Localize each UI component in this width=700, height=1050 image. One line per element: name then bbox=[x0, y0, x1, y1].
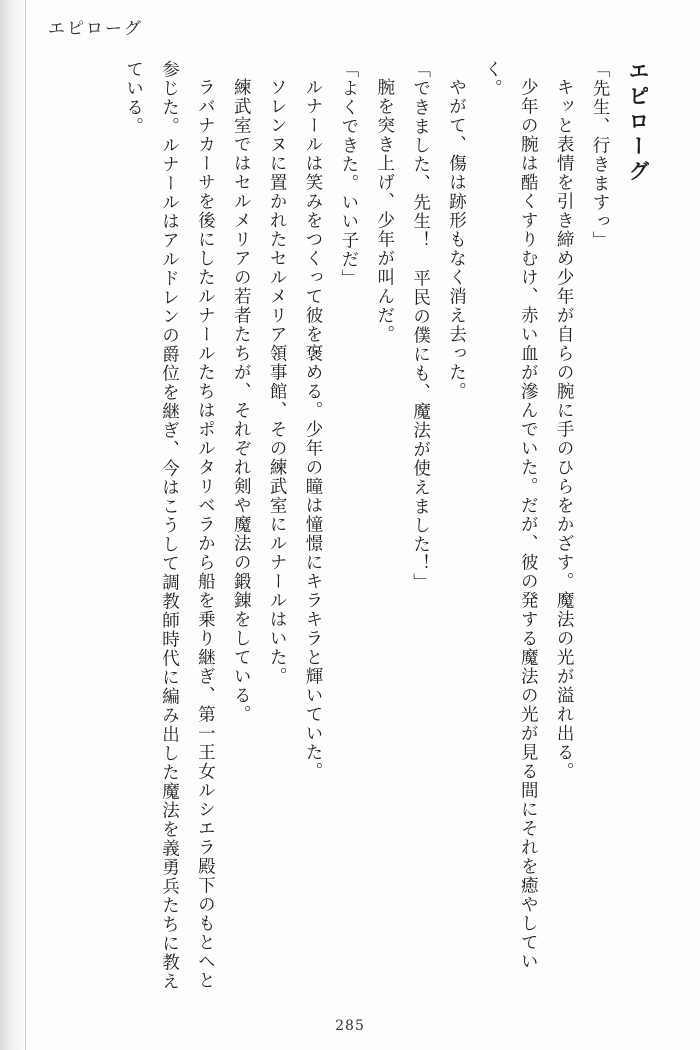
page-number: 285 bbox=[335, 1018, 365, 1034]
paragraph: 「よくできた。いい子だ」 bbox=[338, 60, 359, 288]
chapter-title: エピローグ bbox=[626, 60, 651, 185]
paragraph: ルナールは笑みをつくって彼を褒める。少年の瞳は憧憬にキラキラと輝いていた。 bbox=[302, 77, 323, 781]
paragraph: 少年の腕は酷くすりむけ、赤い血が滲んでいた。だが、彼の発する魔法の光が見る間にそれを癒やしていく。 bbox=[482, 60, 539, 971]
running-header: エピローグ bbox=[48, 19, 143, 39]
paragraph: キッと表情を引き締め少年が自らの腕に手のひらをかざす。魔法の光が溢れ出る。 bbox=[554, 77, 575, 781]
paragraph: 「できました、先生！ 平民の僕にも、魔法が使えました！」 bbox=[410, 60, 431, 592]
vertical-body-text bbox=[80, 60, 660, 1000]
page-gutter-shading bbox=[0, 0, 26, 1050]
paragraph: 腕を突き上げ、少年が叫んだ。 bbox=[374, 77, 395, 344]
page-edge-line bbox=[25, 0, 26, 1050]
paragraph: ラバナカーサを後にしたルナールたちはポルタリベラから船を乗り継ぎ、第一王女ルシエラ殿下のもとへと参じた。ルナールはアルドレンの爵位を継ぎ、今はこうして調教師時代に編み出した魔法を義勇兵たちに教えている。 bbox=[123, 60, 216, 991]
paragraph: ソレンヌに置かれたセルメリア領事館、その練武室にルナールはいた。 bbox=[267, 77, 288, 686]
paragraph: 練武室ではセルメリアの若者たちが、それぞれ剣や魔法の鍛錬をしている。 bbox=[231, 77, 252, 724]
paragraph: やがて、傷は跡形もなく消え去った。 bbox=[446, 77, 467, 401]
paragraph: 「先生、行きますっ」 bbox=[589, 60, 610, 250]
